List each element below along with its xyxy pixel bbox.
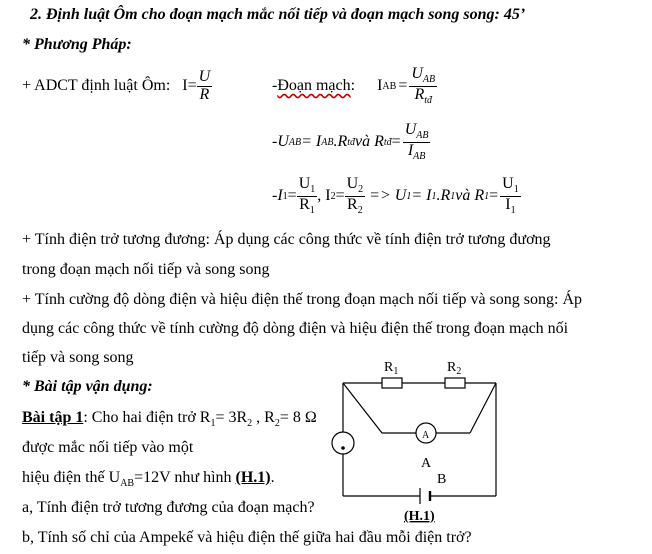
question-a: a, Tính điện trở tương đương của đoạn mạch? [22, 499, 315, 516]
l2-R: .R [333, 133, 348, 150]
l2-eq: = [391, 133, 401, 150]
figure-ref: (H.1) [235, 469, 271, 486]
exercise-title: * Bài tập vận dụng: [22, 378, 153, 395]
l3-dotR: .R [436, 187, 451, 204]
branch-current-formula [272, 174, 521, 218]
series-current-formula: - Đoạn mạch : I AB = $\frac{U_{AB}}{R_{tđ}}$ [272, 64, 436, 106]
l2-sub2: AB [321, 136, 334, 148]
frac-I: I [505, 195, 511, 213]
paragraph-line: + Tính điện trở tương đương: Áp dụng các công thức về tính điện trở tương đương [22, 231, 551, 248]
colon: : [350, 77, 356, 94]
dash: - [272, 133, 278, 150]
exercise-1-line2: được mắc nối tiếp vào một [22, 439, 194, 456]
l2-va-R: và R [355, 133, 384, 150]
ohm-numerator: U [198, 67, 211, 85]
paragraph-line: dụng các công thức về tính cường độ dòng điện và hiệu điện thế trong đoạn mạch nối [22, 320, 569, 337]
resistance-fraction [403, 122, 431, 162]
frac-R: R [347, 195, 358, 213]
paragraph-line: tiếp và song song [22, 349, 134, 366]
l2-eq-I: = I [301, 133, 322, 150]
den-R: R [414, 85, 425, 103]
s3: 2 [274, 418, 280, 430]
sub-ab: AB [382, 80, 397, 92]
l3-sub: 1 [431, 190, 437, 202]
label-r2: $R_2$ [447, 360, 462, 377]
circuit-diagram [320, 354, 650, 526]
den-sub: tđ [424, 94, 433, 106]
l3-eq2: = [489, 187, 499, 204]
t-b: = 3R [215, 409, 248, 426]
frac-num-sub: AB [416, 130, 429, 141]
t-c: , R [252, 409, 275, 426]
voltage-formula [272, 120, 430, 164]
s2: 2 [247, 418, 253, 430]
frac-sub: 1 [309, 204, 315, 216]
l3-sep: , I [317, 187, 331, 204]
method-title: * Phương Pháp: [22, 36, 132, 53]
frac-U: U [502, 174, 514, 192]
frac-den: I [407, 141, 414, 159]
circuit-label: Đoạn mạch [277, 77, 351, 94]
meter-dot [341, 446, 345, 450]
ohm-law-label: + ADCT định luật Ôm: [22, 77, 171, 94]
current-I: I [377, 77, 383, 94]
l3-sub: 1 [406, 190, 412, 202]
exercise-1-line [22, 409, 317, 429]
l2-sub4: tđ [383, 136, 392, 148]
frac-u2-r2 [345, 176, 366, 216]
l3-arrow: => U [369, 187, 407, 204]
ohm-eq: = [187, 77, 197, 94]
frac-sub: 1 [513, 184, 519, 195]
l3-sub: 1 [450, 190, 456, 202]
ohm-law-formula [22, 66, 212, 106]
paragraph-line: trong đoạn mạch nối tiếp và song song [22, 261, 270, 278]
ohm-fraction [197, 69, 213, 104]
l3sub: AB [120, 478, 135, 490]
ohm-I: I [182, 77, 188, 94]
resistor-r1 [382, 378, 402, 388]
l3a: hiệu điện thế U [22, 469, 121, 486]
num-sub: AB [422, 74, 436, 85]
exercise-1-line3 [22, 469, 275, 489]
ohm-denominator: R [199, 85, 210, 103]
figure-caption: (H.1) [404, 509, 435, 524]
frac-sub: 2 [358, 184, 364, 195]
frac-sub: 1 [510, 204, 516, 216]
l3-eq: = [287, 187, 297, 204]
l3-I1: I [277, 187, 283, 204]
meter-left-icon [332, 432, 354, 454]
t-d: = 8 Ω [279, 409, 317, 426]
l2-sub3: tđ [347, 136, 356, 148]
l3-va: và R [455, 187, 485, 204]
resistor-r2 [445, 378, 465, 388]
dash: - [272, 187, 278, 204]
exercise-label: Bài tập 1 [22, 409, 84, 426]
l3-sub: 1 [484, 190, 490, 202]
t-a: : Cho hai điện trở R [83, 409, 211, 426]
frac-u1-i1 [500, 176, 521, 216]
frac-den-sub: AB [413, 150, 426, 162]
ammeter-symbol: A [422, 430, 430, 441]
frac-num: U [404, 120, 417, 138]
question-b: b, Tính số chỉ của Ampekế và hiệu điện thế giữa hai đầu mỗi điện trở? [22, 529, 472, 546]
terminal-b-label: B [437, 472, 447, 487]
dash: - [272, 77, 278, 94]
frac-R: R [299, 195, 310, 213]
terminal-a-label: A [421, 456, 432, 471]
frac-U: U [346, 174, 359, 192]
frac-U: U [298, 174, 311, 192]
l3-mid: = I [411, 187, 432, 204]
frac-u1-r1 [297, 176, 318, 216]
l2-U: U [277, 133, 289, 150]
frac-sub: 2 [357, 204, 363, 216]
label-r1: $R_1$ [384, 360, 399, 377]
l3b: =12V như hình [134, 469, 236, 486]
l3-eq: = [335, 187, 345, 204]
paragraph-line: + Tính cường độ dòng điện và hiệu điện thế trong đoạn mạch nối tiếp và song song: Áp [22, 291, 582, 308]
frac-sub: 1 [310, 184, 316, 195]
l3-sub2: 2 [330, 190, 336, 202]
l2-sub1: AB [288, 136, 302, 148]
dot: . [270, 469, 275, 486]
num-U: U [411, 64, 423, 82]
s1: 1 [210, 418, 216, 430]
section-heading: 2. Định luật Ôm cho đoạn mạch mắc nối tiếp và đoạn mạch song song: 45’ [30, 6, 526, 23]
l3-sub1: 1 [282, 190, 288, 202]
series-fraction [409, 66, 437, 106]
